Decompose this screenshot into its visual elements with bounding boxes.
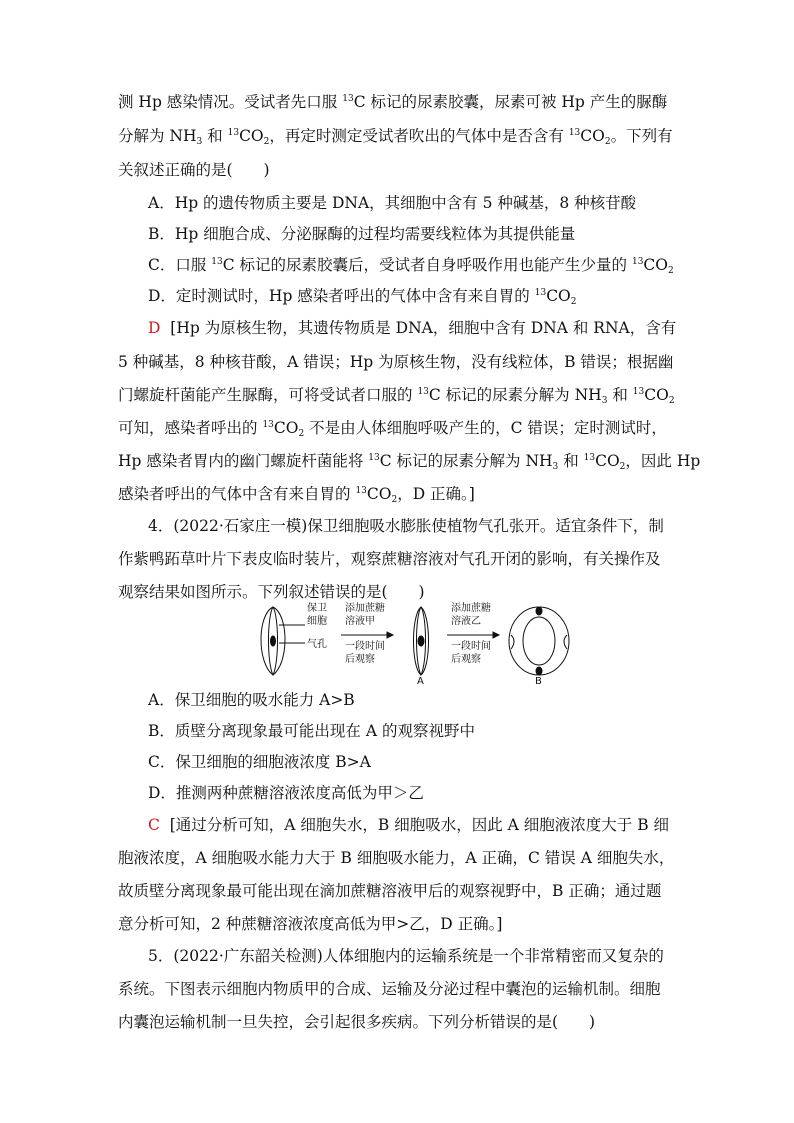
q3-explanation-line: 感染者呼出的气体中含有来自胃的 $^{13}CO_2$，D 正确。] xyxy=(118,485,475,505)
arrow1-label-bottom-2: 后观察 xyxy=(345,654,375,665)
label-guard-cell-1: 保卫 xyxy=(307,603,327,614)
q4-option-b: B．质壁分离现象最可能出现在 A 的观察视野中 xyxy=(148,722,475,740)
stoma-a-diagram xyxy=(414,607,429,675)
q4-answer: C xyxy=(148,816,160,834)
arrow2-label-bottom-1: 一段时间 xyxy=(451,641,491,652)
arrow1-label-top-2: 溶液甲 xyxy=(345,616,375,627)
q3-explanation-line: 可知，感染者呼出的 $^{13}CO_2$ 不是由人体细胞呼吸产生的，C 错误；定时测试时， xyxy=(118,419,667,439)
cell-a-label: A xyxy=(417,676,424,685)
arrow2-label-top-2: 溶液乙 xyxy=(451,616,481,627)
q3-stem-line: 分解为 $NH_3$ 和 $^{13}CO_2$，再定时测定受试者吹出的气体中是否含有 $^{13}CO_2$。下列有 xyxy=(118,127,673,147)
q4-explanation-line: 故质壁分离现象最可能出现在滴加蔗糖溶液甲后的观察视野中，B 正确；通过题 xyxy=(118,882,662,900)
q4-stem-line: 观察结果如图所示。下列叙述错误的是( ) xyxy=(118,583,425,601)
q3-stem-line: 测 Hp 感染情况。受试者先口服 $^{13}$C 标记的尿素胶囊，尿素可被 Hp 产生的脲酶 xyxy=(118,93,668,111)
q3-explanation-line: 5 种碱基，8 种核苷酸，A 错误；Hp 为原核生物，没有线粒体，B 错误；根据幽 xyxy=(118,353,674,371)
q3-stem-line: 关叙述正确的是( ) xyxy=(118,161,270,179)
label-stoma: 气孔 xyxy=(307,639,327,650)
stoma-b-diagram xyxy=(509,607,569,675)
q4-option-c: C．保卫细胞的细胞液浓度 B>A xyxy=(148,753,371,771)
arrow1-label-bottom-1: 一段时间 xyxy=(345,641,385,652)
q4-explanation-text: [通过分析可知，A 细胞失水，B 细胞吸水，因此 A 细胞液浓度大于 B 细 xyxy=(169,816,670,834)
q3-explanation-line: Hp 感染者胃内的幽门螺旋杆菌能将 $^{13}$C 标记的尿素分解为 $NH_3$ 和 $^{13}CO_2$，因此 Hp xyxy=(118,452,701,472)
q5-stem-line: 系统。下图表示细胞内物质甲的合成、运输及分泌过程中囊泡的运输机制。细胞 xyxy=(118,980,661,998)
arrow2-label-bottom-2: 后观察 xyxy=(451,654,481,665)
q5-stem-line: 内囊泡运输机制一旦失控，会引起很多疾病。下列分析错误的是( ) xyxy=(118,1013,596,1031)
q3-option-d: D．定时测试时，Hp 感染者呼出的气体中含有来自胃的 $^{13}CO_2$ xyxy=(148,287,577,307)
q5-stem-line: 5．(2022·广东韶关检测)人体细胞内的运输系统是一个非常精密而又复杂的 xyxy=(148,947,664,965)
arrow1-label-top-1: 添加蔗糖 xyxy=(345,603,385,614)
label-guard-cell-2: 细胞 xyxy=(307,616,327,627)
q3-explanation-text: [Hp 为原核生物，其遗传物质是 DNA，细胞中含有 DNA 和 RNA，含有 xyxy=(170,319,677,337)
q3-explanation-line: 门螺旋杆菌能产生脲酶，可将受试者口服的 $^{13}$C 标记的尿素分解为 $NH_3$ 和 $^{13}CO_2$ xyxy=(118,386,675,406)
q3-answer: D xyxy=(148,319,161,337)
q4-option-d: D．推测两种蔗糖溶液浓度高低为甲＞乙 xyxy=(148,784,424,802)
q3-option-c: C．口服 $^{13}$C 标记的尿素胶囊后，受试者自身呼吸作用也能产生少量的 $^{13}CO_2$ xyxy=(148,256,674,276)
stomata-figure xyxy=(255,597,585,685)
q4-explanation-line: 意分析可知，2 种蔗糖溶液浓度高低为甲>乙，D 正确。] xyxy=(118,915,503,933)
q3-option-b: B．Hp 细胞合成、分泌脲酶的过程均需要线粒体为其提供能量 xyxy=(148,225,576,243)
arrow2-label-top-1: 添加蔗糖 xyxy=(451,603,491,614)
stoma-initial-diagram xyxy=(261,607,285,675)
q4-explanation-line: 胞液浓度，A 细胞吸水能力大于 B 细胞吸水能力，A 正确，C 错误 A 细胞失水， xyxy=(118,849,675,867)
q4-stem-line: 作紫鸭跖草叶片下表皮临时装片，观察蔗糖溶液对气孔开闭的影响，有关操作及 xyxy=(118,550,661,568)
q3-explanation-line xyxy=(148,318,676,338)
q4-option-a: A．保卫细胞的吸水能力 A>B xyxy=(148,691,355,709)
q4-explanation-line xyxy=(148,815,669,835)
q4-stem-line: 4．(2022·石家庄一模)保卫细胞吸水膨胀使植物气孔张开。适宜条件下，制 xyxy=(148,517,664,535)
cell-b-label: B xyxy=(535,676,542,685)
q3-option-a: A．Hp 的遗传物质主要是 DNA，其细胞中含有 5 种碱基，8 种核苷酸 xyxy=(148,194,637,212)
